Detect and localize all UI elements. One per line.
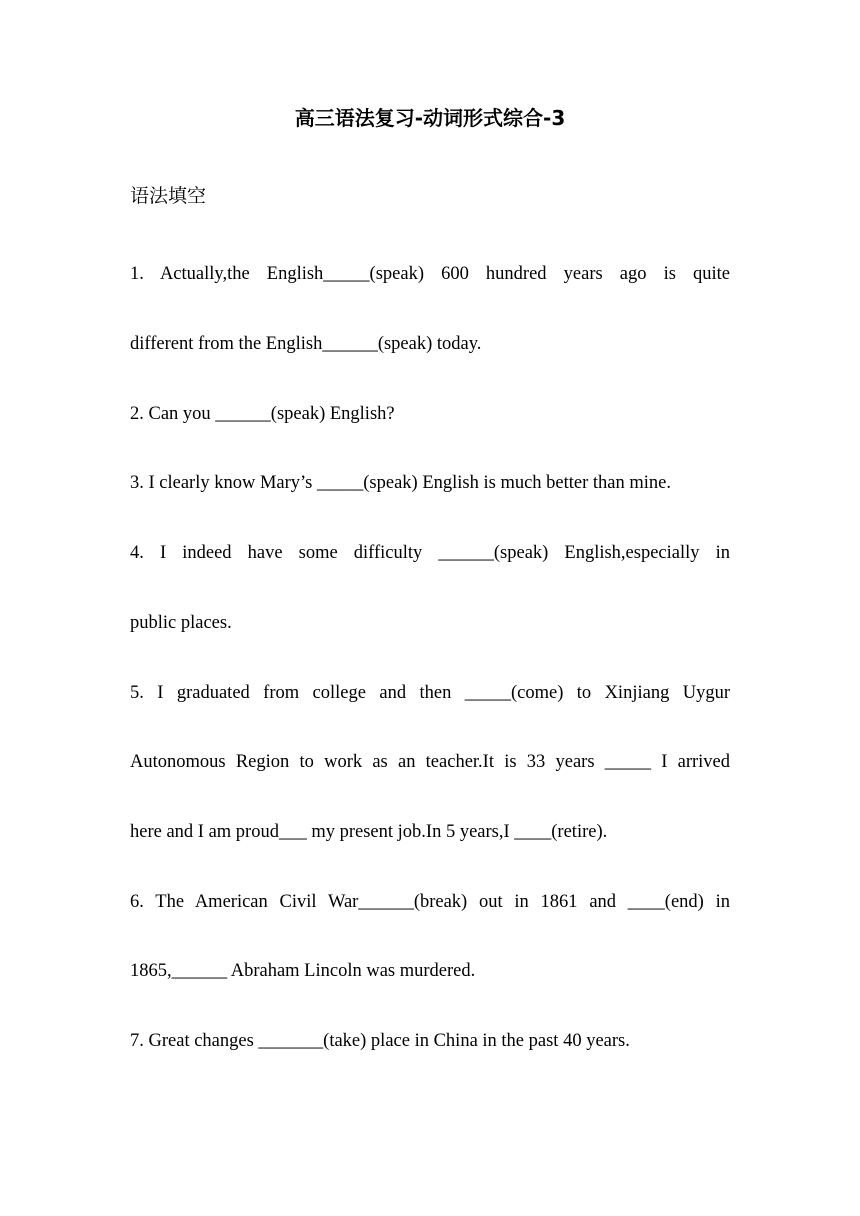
question-5-line-1: 5. I graduated from college and then _____(come) to Xinjiang Uygur: [130, 683, 730, 703]
question-1-line-1: 1. Actually,the English_____(speak) 600 hundred years ago is quite: [130, 264, 730, 284]
question-6-line-2: 1865,______ Abraham Lincoln was murdered.: [130, 961, 476, 981]
question-2-line-1: 2. Can you ______(speak) English?: [130, 404, 395, 424]
question-4-line-2: public places.: [130, 613, 232, 633]
question-5-line-2: Autonomous Region to work as an teacher.It is 33 years _____ I arrived: [130, 752, 730, 772]
question-5-line-3: here and I am proud___ my present job.In 5 years,I ____(retire).: [130, 822, 608, 842]
page-title: 高三语法复习-动词形式综合-3: [294, 106, 566, 130]
question-1-line-2: different from the English______(speak) today.: [130, 334, 482, 354]
question-7-line-1: 7. Great changes _______(take) place in China in the past 40 years.: [130, 1031, 630, 1051]
question-3-line-1: 3. I clearly know Mary’s _____(speak) English is much better than mine.: [130, 473, 671, 493]
question-6-line-1: 6. The American Civil War______(break) out in 1861 and ____(end) in: [130, 892, 730, 912]
section-heading: 语法填空: [130, 185, 207, 207]
question-4-line-1: 4. I indeed have some difficulty ______(speak) English,especially in: [130, 543, 730, 563]
